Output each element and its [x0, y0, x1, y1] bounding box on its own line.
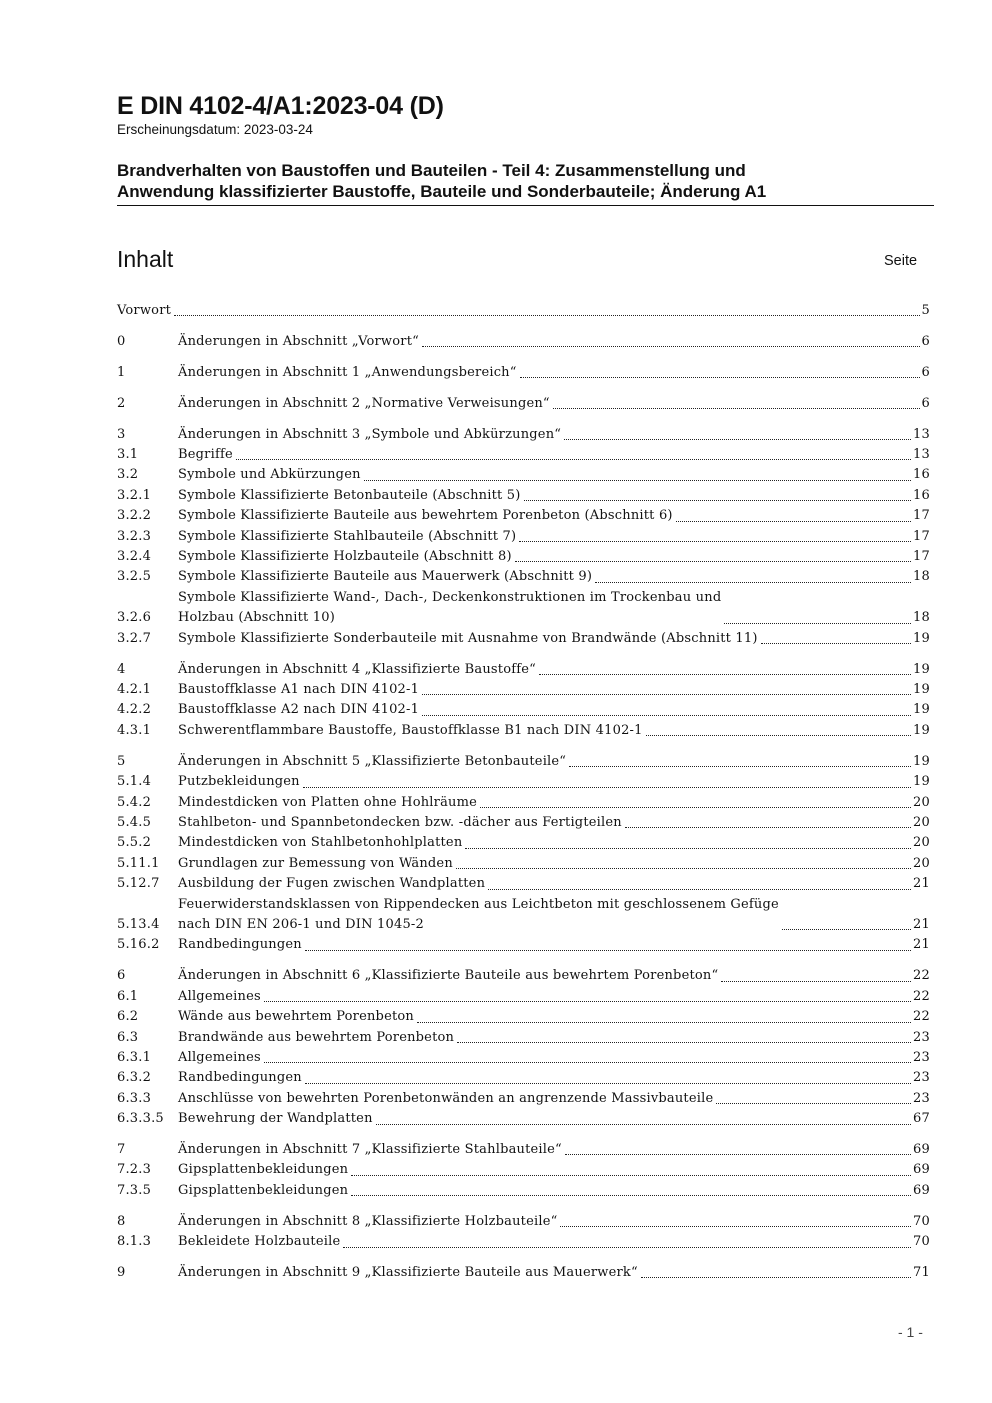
toc-entry-number: 6.3.3.5	[117, 1111, 164, 1127]
toc-leader-dots	[174, 315, 919, 316]
toc-entry-number: 4.3.1	[117, 722, 152, 738]
toc-entry-label: Randbedingungen	[178, 1070, 302, 1086]
toc-entry-number: 3.2.6	[117, 610, 152, 626]
toc-entry-label-continued: nach DIN EN 206-1 und DIN 1045-2	[178, 916, 424, 932]
subtitle-line-1: Brandverhalten von Baustoffen und Bauteilen - Teil 4: Zusammenstellung und	[117, 161, 746, 180]
toc-entry-number: 4.2.1	[117, 682, 152, 697]
toc-entry-page: 69	[913, 1182, 930, 1198]
toc-entry-page: 71	[913, 1265, 930, 1281]
toc-entry[interactable]	[117, 1232, 930, 1252]
toc-entry-page: 69	[913, 1162, 930, 1178]
toc-group	[117, 966, 930, 1129]
toc-entry-text	[178, 935, 930, 955]
toc-entry[interactable]	[117, 772, 930, 792]
toc-entry-text	[178, 1048, 930, 1068]
toc-entry-text	[178, 813, 930, 833]
toc-entry-number: 5.11.1	[117, 855, 160, 871]
toc-entry-page: 22	[913, 1009, 930, 1025]
toc-entry-page: 19	[913, 753, 930, 769]
toc-entry-text	[178, 895, 930, 936]
footer-page-number: - 1 -	[898, 1324, 923, 1340]
toc-entry-page: 6	[921, 395, 930, 411]
toc-leader-dots	[264, 1062, 911, 1063]
toc-leader-dots	[488, 889, 911, 890]
toc-leader-dots	[343, 1247, 911, 1248]
toc-entry-label: Bewehrung der Wandplatten	[178, 1111, 373, 1127]
toc-entry[interactable]	[117, 874, 930, 894]
toc-entry-page: 19	[913, 630, 930, 646]
toc-entry-label: Änderungen in Abschnitt 7 „Klassifizierte Stahlbauteile“	[178, 1142, 562, 1158]
toc-entry-text	[178, 445, 930, 465]
toc-entry-text	[178, 700, 930, 720]
toc-entry-text	[178, 1028, 930, 1048]
toc-leader-dots	[676, 521, 911, 522]
toc-leader-dots	[422, 694, 911, 695]
toc-entry-page: 18	[913, 610, 930, 626]
toc-entry-label: Änderungen in Abschnitt 5 „Klassifizierte Betonbauteile“	[178, 753, 567, 769]
toc-entry[interactable]	[117, 527, 930, 547]
toc-entry-label: Brandwände aus bewehrtem Porenbeton	[178, 1029, 455, 1045]
toc-entry-page: 23	[913, 1070, 930, 1086]
toc-entry-number: 3.2.5	[117, 569, 152, 585]
toc-entry-label: Grundlagen zur Bemessung von Wänden	[178, 855, 453, 871]
toc-entry-label-block	[178, 895, 779, 936]
toc-entry-text	[178, 874, 930, 894]
toc-entry-number: 3.1	[117, 447, 139, 463]
toc-leader-dots	[422, 715, 911, 716]
toc-entry[interactable]	[117, 721, 930, 741]
toc-entry-number: 3	[117, 426, 126, 442]
toc-leader-dots	[456, 868, 911, 869]
toc-entry-text	[178, 506, 930, 526]
toc-entry-number: 5.16.2	[117, 937, 160, 953]
toc-entry[interactable]	[117, 363, 930, 383]
toc-leader-dots	[524, 500, 912, 501]
toc-entry-page: 19	[913, 774, 930, 790]
toc-entry[interactable]	[117, 1048, 930, 1068]
toc-entry-number: 3.2.4	[117, 549, 152, 565]
toc-leader-dots	[564, 439, 911, 440]
toc-group	[117, 1140, 930, 1201]
toc-entry-page: 21	[913, 876, 930, 892]
toc-entry-number: 5.5.2	[117, 835, 152, 851]
document-title: E DIN 4102-4/A1:2023-04 (D)	[117, 92, 444, 120]
toc-entry[interactable]	[117, 813, 930, 833]
toc-entry[interactable]	[117, 445, 930, 465]
toc-entry-text	[178, 547, 930, 567]
toc-heading: Inhalt	[117, 246, 174, 272]
toc-entry-text	[178, 1160, 930, 1180]
toc-entry-label: Mindestdicken von Platten ohne Hohlräume	[178, 794, 478, 810]
toc-entry-page: 6	[921, 333, 930, 349]
toc-leader-dots	[480, 807, 911, 808]
toc-entry-label: Gipsplattenbekleidungen	[178, 1182, 349, 1198]
toc-entry[interactable]	[117, 793, 930, 813]
toc-entry-number: 4	[117, 661, 126, 677]
toc-entry[interactable]	[117, 700, 930, 720]
toc-entry-page: 20	[913, 814, 930, 830]
toc-entry-label: Änderungen in Abschnitt 2 „Normative Verweisungen“	[178, 395, 550, 411]
toc-entry-text	[178, 793, 930, 813]
toc-entry[interactable]	[117, 680, 930, 700]
toc-entry[interactable]	[117, 1140, 930, 1160]
toc-entry-text	[178, 680, 930, 700]
toc-entry-label: Begriffe	[178, 447, 233, 463]
document-subtitle	[117, 160, 933, 202]
toc-leader-dots	[553, 408, 920, 409]
toc-leader-dots	[641, 1277, 911, 1278]
toc-entry[interactable]	[117, 1028, 930, 1048]
toc-entry[interactable]	[117, 1068, 930, 1088]
toc-entry-page: 16	[913, 467, 930, 483]
toc-entry-label: Baustoffklasse A1 nach DIN 4102-1	[178, 682, 420, 697]
toc-entry-number: 3.2.7	[117, 630, 152, 646]
toc-entry[interactable]	[117, 332, 930, 352]
toc-entry-label: Allgemeines	[178, 988, 261, 1004]
toc-entry-label: Symbole und Abkürzungen	[178, 467, 361, 483]
toc-entry-page: 70	[913, 1234, 930, 1250]
toc-entry-number: 1	[117, 364, 126, 380]
toc-group	[117, 363, 930, 383]
toc-entry-text	[178, 854, 930, 874]
toc-leader-dots	[520, 377, 920, 378]
toc-leader-dots	[515, 561, 911, 562]
toc-entry[interactable]	[117, 506, 930, 526]
toc-entry-text	[178, 833, 930, 853]
toc-entry-label: Baustoffklasse A2 nach DIN 4102-1	[178, 702, 420, 718]
toc-leader-dots	[364, 480, 911, 481]
toc-leader-dots	[351, 1175, 911, 1176]
toc-entry-label-continued: Holzbau (Abschnitt 10)	[178, 610, 335, 626]
toc-entry-number: 5.4.2	[117, 794, 152, 810]
toc-entry-page: 21	[913, 937, 930, 953]
toc-entry-label: Änderungen in Abschnitt 8 „Klassifizierte Holzbauteile“	[178, 1213, 558, 1229]
toc-entry-text	[178, 987, 930, 1007]
toc-entry-text	[178, 486, 930, 506]
toc-entry-text	[178, 1007, 930, 1027]
toc-entry-number: 3.2.3	[117, 528, 152, 544]
toc-entry-page: 20	[913, 855, 930, 871]
toc-entry-label: Änderungen in Abschnitt 1 „Anwendungsbereich“	[178, 364, 517, 380]
toc-entry-number: 6.3.2	[117, 1070, 152, 1086]
toc-entry-page: 5	[921, 303, 930, 318]
toc-entry[interactable]	[117, 935, 930, 955]
toc-entry-page: 22	[913, 988, 930, 1004]
toc-entry-label: Symbole Klassifizierte Wand-, Dach-, Deckenkonstruktionen im Trockenbau und	[178, 589, 722, 605]
toc-leader-dots	[465, 848, 911, 849]
toc-entry[interactable]	[117, 1160, 930, 1180]
subtitle-divider	[117, 205, 934, 206]
toc-entry-text	[178, 721, 930, 741]
toc-leader-dots	[376, 1124, 911, 1125]
toc-entry[interactable]	[117, 854, 930, 874]
toc-entry-page: 20	[913, 794, 930, 810]
toc-entry-label: Vorwort	[117, 303, 172, 318]
toc-entry-text	[178, 567, 930, 587]
toc-entry-label: Symbole Klassifizierte Stahlbauteile (Abschnitt 7)	[178, 528, 517, 544]
toc-entry[interactable]	[117, 1263, 930, 1283]
toc-entry-number: 6.3.3	[117, 1090, 152, 1106]
toc-leader-dots	[569, 766, 911, 767]
toc-entry-label: Allgemeines	[178, 1049, 261, 1065]
toc-entry-label: Anschlüsse von bewehrten Porenbetonwänden an angrenzende Massivbauteile	[178, 1090, 714, 1106]
toc-entry-label: Änderungen in Abschnitt „Vorwort“	[178, 333, 419, 349]
toc-entry-page: 20	[913, 835, 930, 851]
toc-entry-number: 5.4.5	[117, 814, 152, 830]
toc-entry-text	[178, 363, 930, 383]
toc-entry-page: 17	[913, 508, 930, 524]
toc-entry-text	[178, 1140, 930, 1160]
toc-entry-page: 70	[913, 1213, 930, 1229]
toc-entry-text	[178, 1068, 930, 1088]
toc-entry-page: 23	[913, 1049, 930, 1065]
toc-entry[interactable]	[117, 752, 930, 772]
toc-entry-text	[178, 394, 930, 414]
toc-entry-page: 19	[913, 682, 930, 697]
toc-entry[interactable]	[117, 1089, 930, 1109]
toc-entry-page: 13	[913, 426, 930, 442]
toc-entry[interactable]	[117, 833, 930, 853]
toc-entry-number: 7	[117, 1142, 126, 1158]
toc-entry-number: 0	[117, 333, 126, 349]
toc-entry-text	[178, 629, 930, 649]
toc-entry-text	[178, 332, 930, 352]
toc-leader-dots	[595, 582, 911, 583]
toc-entry-text	[178, 588, 930, 629]
toc-entry-text	[178, 527, 930, 547]
toc-leader-dots	[565, 1154, 911, 1155]
toc-entry[interactable]	[117, 465, 930, 485]
toc-group	[117, 752, 930, 956]
toc-entry-label: Randbedingungen	[178, 937, 302, 953]
toc-entry-page: 21	[913, 916, 930, 932]
toc-leader-dots	[264, 1001, 911, 1002]
toc-entry-label: Wände aus bewehrtem Porenbeton	[178, 1009, 414, 1025]
toc-entry-text	[178, 1263, 930, 1283]
toc-entry[interactable]	[117, 987, 930, 1007]
toc-group	[117, 332, 930, 352]
toc-entry-text	[178, 1109, 930, 1129]
toc-entry-page: 17	[913, 549, 930, 565]
toc-entry-page: 22	[913, 968, 930, 984]
toc-leader-dots	[351, 1195, 911, 1196]
toc-leader-dots	[539, 674, 911, 675]
toc-leader-dots	[782, 929, 911, 930]
toc-entry-label: Feuerwiderstandsklassen von Rippendecken aus Leichtbeton mit geschlossenem Gefüge	[178, 896, 779, 912]
toc-group	[117, 1212, 930, 1253]
toc-entry-page: 6	[921, 364, 930, 380]
toc-entry-number: 3.2.1	[117, 487, 152, 503]
toc-entry-number: 4.2.2	[117, 702, 152, 718]
toc-leader-dots	[716, 1103, 911, 1104]
toc-leader-dots	[761, 643, 911, 644]
toc-entry-page: 19	[913, 702, 930, 718]
toc-leader-dots	[457, 1042, 911, 1043]
toc-entry-number: 8	[117, 1213, 126, 1229]
toc-group	[117, 394, 930, 414]
toc-entry-text	[178, 1232, 930, 1252]
toc-leader-dots	[417, 1022, 911, 1023]
toc-leader-dots	[560, 1226, 911, 1227]
toc-entry[interactable]	[117, 1212, 930, 1232]
toc-entry-number: 3.2	[117, 467, 139, 483]
toc-entry-page: 18	[913, 569, 930, 585]
toc-entry-page: 19	[913, 661, 930, 677]
toc-entry-label: Bekleidete Holzbauteile	[178, 1234, 341, 1250]
toc-entry[interactable]	[117, 301, 930, 321]
subtitle-line-2: Anwendung klassifizierter Baustoffe, Bauteile und Sonderbauteile; Änderung A1	[117, 182, 767, 201]
toc-entry-number: 2	[117, 395, 126, 411]
toc-entry-number: 6	[117, 968, 126, 984]
toc-leader-dots	[519, 541, 911, 542]
toc-leader-dots	[236, 459, 911, 460]
toc-entry[interactable]	[117, 966, 930, 986]
toc-entry-label: Mindestdicken von Stahlbetonhohlplatten	[178, 835, 463, 851]
toc-entry-number: 5.12.7	[117, 876, 160, 892]
toc-leader-dots	[724, 623, 911, 624]
page-column-label: Seite	[884, 253, 918, 269]
toc-entry-label: Symbole Klassifizierte Bauteile aus Mauerwerk (Abschnitt 9)	[178, 569, 593, 585]
toc-entry[interactable]	[117, 1007, 930, 1027]
toc-entry-text	[178, 752, 930, 772]
toc-entry-text	[178, 1181, 930, 1201]
toc-entry-page: 23	[913, 1029, 930, 1045]
toc-entry-label: Symbole Klassifizierte Bauteile aus bewehrtem Porenbeton (Abschnitt 6)	[178, 508, 673, 524]
toc-leader-dots	[305, 950, 911, 951]
toc-entry-number: 5	[117, 753, 126, 769]
toc-entry[interactable]	[117, 588, 930, 629]
toc-entry-label: Änderungen in Abschnitt 6 „Klassifizierte Bauteile aus bewehrtem Porenbeton“	[178, 968, 719, 984]
toc-entry-text	[178, 660, 930, 680]
toc-entry-label: Symbole Klassifizierte Holzbauteile (Abschnitt 8)	[178, 549, 512, 565]
toc-entry[interactable]	[117, 1109, 930, 1129]
toc-leader-dots	[305, 1083, 911, 1084]
toc-entry-number: 6.1	[117, 988, 139, 1004]
toc-entry-text	[178, 465, 930, 485]
toc-entry-label: Schwerentflammbare Baustoffe, Baustoffklasse B1 nach DIN 4102-1	[178, 722, 643, 738]
toc-entry-text	[178, 425, 930, 445]
toc-entry-text	[178, 1212, 930, 1232]
toc-entry[interactable]	[117, 486, 930, 506]
toc-entry-page: 13	[913, 447, 930, 463]
toc-entry-page: 23	[913, 1090, 930, 1106]
toc-group	[117, 660, 930, 742]
toc-entry-number: 6.3.1	[117, 1049, 152, 1065]
toc-entry-label: Symbole Klassifizierte Betonbauteile (Abschnitt 5)	[178, 487, 521, 503]
toc-entry-label: Änderungen in Abschnitt 4 „Klassifizierte Baustoffe“	[178, 661, 537, 677]
toc-entry-label: Gipsplattenbekleidungen	[178, 1162, 349, 1178]
toc-leader-dots	[625, 827, 911, 828]
toc-entry-number: 5.1.4	[117, 774, 152, 790]
toc-entry-page: 16	[913, 487, 930, 503]
toc-entry-text	[117, 301, 930, 321]
toc-leader-dots	[646, 735, 911, 736]
toc-entry[interactable]	[117, 567, 930, 587]
toc-entry[interactable]	[117, 660, 930, 680]
toc-entry-number: 5.13.4	[117, 916, 160, 932]
toc-entry-text	[178, 966, 930, 986]
toc-entry-label: Symbole Klassifizierte Sonderbauteile mit Ausnahme von Brandwände (Abschnitt 11)	[178, 630, 758, 646]
toc-entry[interactable]	[117, 425, 930, 445]
toc-leader-dots	[422, 346, 920, 347]
toc-entry[interactable]	[117, 394, 930, 414]
toc-entry-number: 8.1.3	[117, 1234, 152, 1250]
toc-group	[117, 301, 930, 321]
toc-entry-label-block	[178, 588, 721, 629]
toc-entry-number: 7.2.3	[117, 1162, 152, 1178]
toc-entry-number: 9	[117, 1265, 126, 1281]
toc-entry-page: 19	[913, 722, 930, 738]
toc-group	[117, 1263, 930, 1283]
toc-entry-number: 3.2.2	[117, 508, 152, 524]
toc-group	[117, 425, 930, 649]
toc-entry-number: 6.3	[117, 1029, 139, 1045]
toc-entry-text	[178, 772, 930, 792]
toc-entry[interactable]	[117, 895, 930, 936]
toc-leader-dots	[303, 787, 911, 788]
toc-entry[interactable]	[117, 1181, 930, 1201]
toc-entry-number: 7.3.5	[117, 1182, 152, 1198]
publication-date: Erscheinungsdatum: 2023-03-24	[117, 122, 313, 137]
table-of-contents	[117, 301, 930, 1294]
toc-leader-dots	[721, 981, 911, 982]
toc-entry[interactable]	[117, 629, 930, 649]
toc-entry[interactable]	[117, 547, 930, 567]
toc-entry-number: 6.2	[117, 1009, 139, 1025]
toc-entry-label: Stahlbeton- und Spannbetondecken bzw. -dächer aus Fertigteilen	[178, 814, 622, 830]
toc-entry-text	[178, 1089, 930, 1109]
toc-entry-page: 69	[913, 1142, 930, 1158]
toc-entry-label: Änderungen in Abschnitt 3 „Symbole und Abkürzungen“	[178, 426, 562, 442]
toc-entry-label: Änderungen in Abschnitt 9 „Klassifizierte Bauteile aus Mauerwerk“	[178, 1265, 638, 1281]
toc-entry-page: 17	[913, 528, 930, 544]
toc-entry-label: Ausbildung der Fugen zwischen Wandplatten	[178, 876, 486, 892]
toc-entry-page: 67	[913, 1111, 930, 1127]
toc-entry-label: Putzbekleidungen	[178, 774, 300, 790]
